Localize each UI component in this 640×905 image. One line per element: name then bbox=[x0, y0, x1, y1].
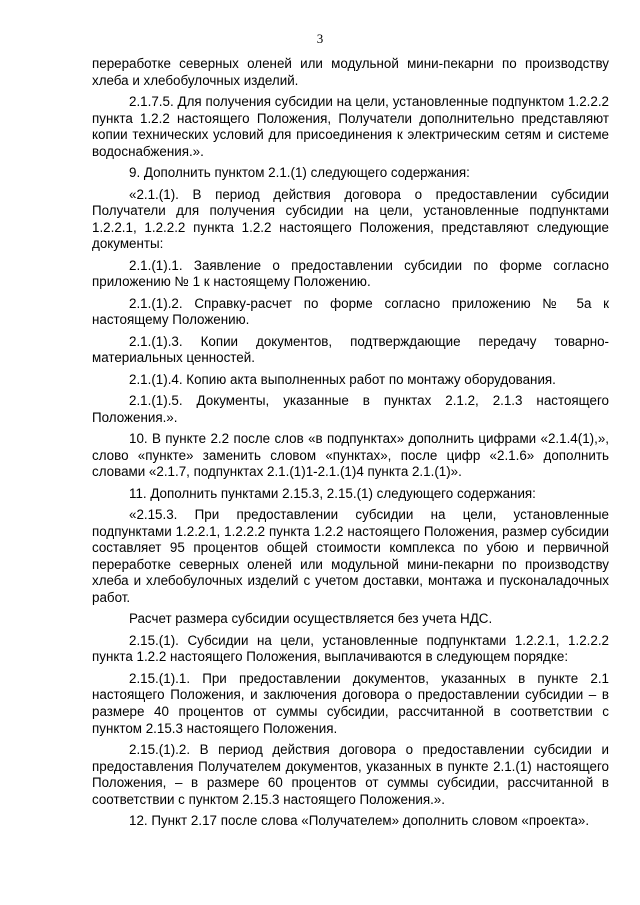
paragraph-2-1-7-5: 2.1.7.5. Для получения субсидии на цели, установленные подпунктом 1.2.2.2 пункта 1.2.2 настоящего Положения, Получатели дополнительно представляют копии технических условий для присоединения к электрическим сетям и системе водоснабжения.». bbox=[92, 93, 609, 159]
paragraph-2-1-1-1: 2.1.(1).1. Заявление о предоставлении субсидии по форме согласно приложению № 1 к настоящему Положению. bbox=[92, 257, 609, 290]
paragraph-continuation: переработке северных оленей или модульной мини-пекарни по производству хлеба и хлебобулочных изделий. bbox=[92, 56, 609, 88]
page-number: 3 bbox=[316, 31, 324, 46]
paragraph-2-15-1-2: 2.15.(1).2. В период действия договора о предоставлении субсидии и предоставления Получателем документов, указанных в пункте 2.1.(1) настоящего Положения, – в размере 60 процентов от суммы субсидии, рассчитанной в соответствии с пунктом 2.15.3 настоящего Положения.». bbox=[92, 741, 609, 807]
paragraph-item-10: 10. В пункте 2.2 после слов «в подпунктах» дополнить цифрами «2.1.4(1),», слово «пункте» заменить словом «пунктах», после цифр «2.1.6» дополнить словами «2.1.7, подпунктах 2.1.(1)1-2.1.(1)4 пункта 2.1.(1)». bbox=[92, 431, 609, 480]
paragraph-2-15-3: «2.15.3. При предоставлении субсидии на цели, установленные подпунктами 1.2.2.1, 1.2.2.2 пункта 1.2.2 настоящего Положения, размер субсидии составляет 95 процентов общей стоимости комплекса по убою и первичной переработке северных оленей или модульной мини-пекарни по производству хлеба и хлебобулочных изделий с учетом доставки, монтажа и пусконаладочных работ. bbox=[92, 507, 609, 605]
paragraph-2-1-1-5: 2.1.(1).5. Документы, указанные в пунктах 2.1.2, 2.1.3 настоящего Положения.». bbox=[92, 393, 609, 425]
paragraph-2-15-1-1: 2.15.(1).1. При предоставлении документов, указанных в пункте 2.1 настоящего Положения, и заключения договора о предоставлении субсидии – в размере 40 процентов от суммы субсидии, рассчитанной в соответствии с пунктом 2.15.3 настоящего Положения. bbox=[92, 670, 609, 736]
paragraph-item-9: 9. Дополнить пунктом 2.1.(1) следующего содержания: bbox=[129, 165, 470, 181]
paragraph-vat-note: Расчет размера субсидии осуществляется без учета НДС. bbox=[129, 611, 493, 627]
paragraph-2-1-1-4: 2.1.(1).4. Копию акта выполненных работ по монтажу оборудования. bbox=[129, 371, 556, 387]
paragraph-2-1-1: «2.1.(1). В период действия договора о предоставлении субсидии Получатели для получения субсидии на цели, установленные подпунктами 1.2.2.1, 1.2.2.2 пункта 1.2.2 настоящего Положения, представляют следующие документы: bbox=[92, 186, 609, 252]
paragraph-2-1-1-3: 2.1.(1).3. Копии документов, подтверждающие передачу товарно-материальных ценностей. bbox=[92, 333, 609, 366]
paragraph-item-11: 11. Дополнить пунктами 2.15.3, 2.15.(1) следующего содержания: bbox=[129, 485, 536, 501]
paragraph-2-15-1: 2.15.(1). Субсидии на цели, установленные подпунктами 1.2.2.1, 1.2.2.2 пункта 1.2.2 настоящего Положения, выплачиваются в следующем порядке: bbox=[92, 632, 609, 665]
document-body bbox=[92, 56, 609, 834]
paragraph-item-12: 12. Пункт 2.17 после слова «Получателем» дополнить словом «проекта». bbox=[129, 813, 590, 829]
paragraph-2-1-1-2: 2.1.(1).2. Справку-расчет по форме согласно приложению № 5а к настоящему Положению. bbox=[92, 295, 609, 328]
